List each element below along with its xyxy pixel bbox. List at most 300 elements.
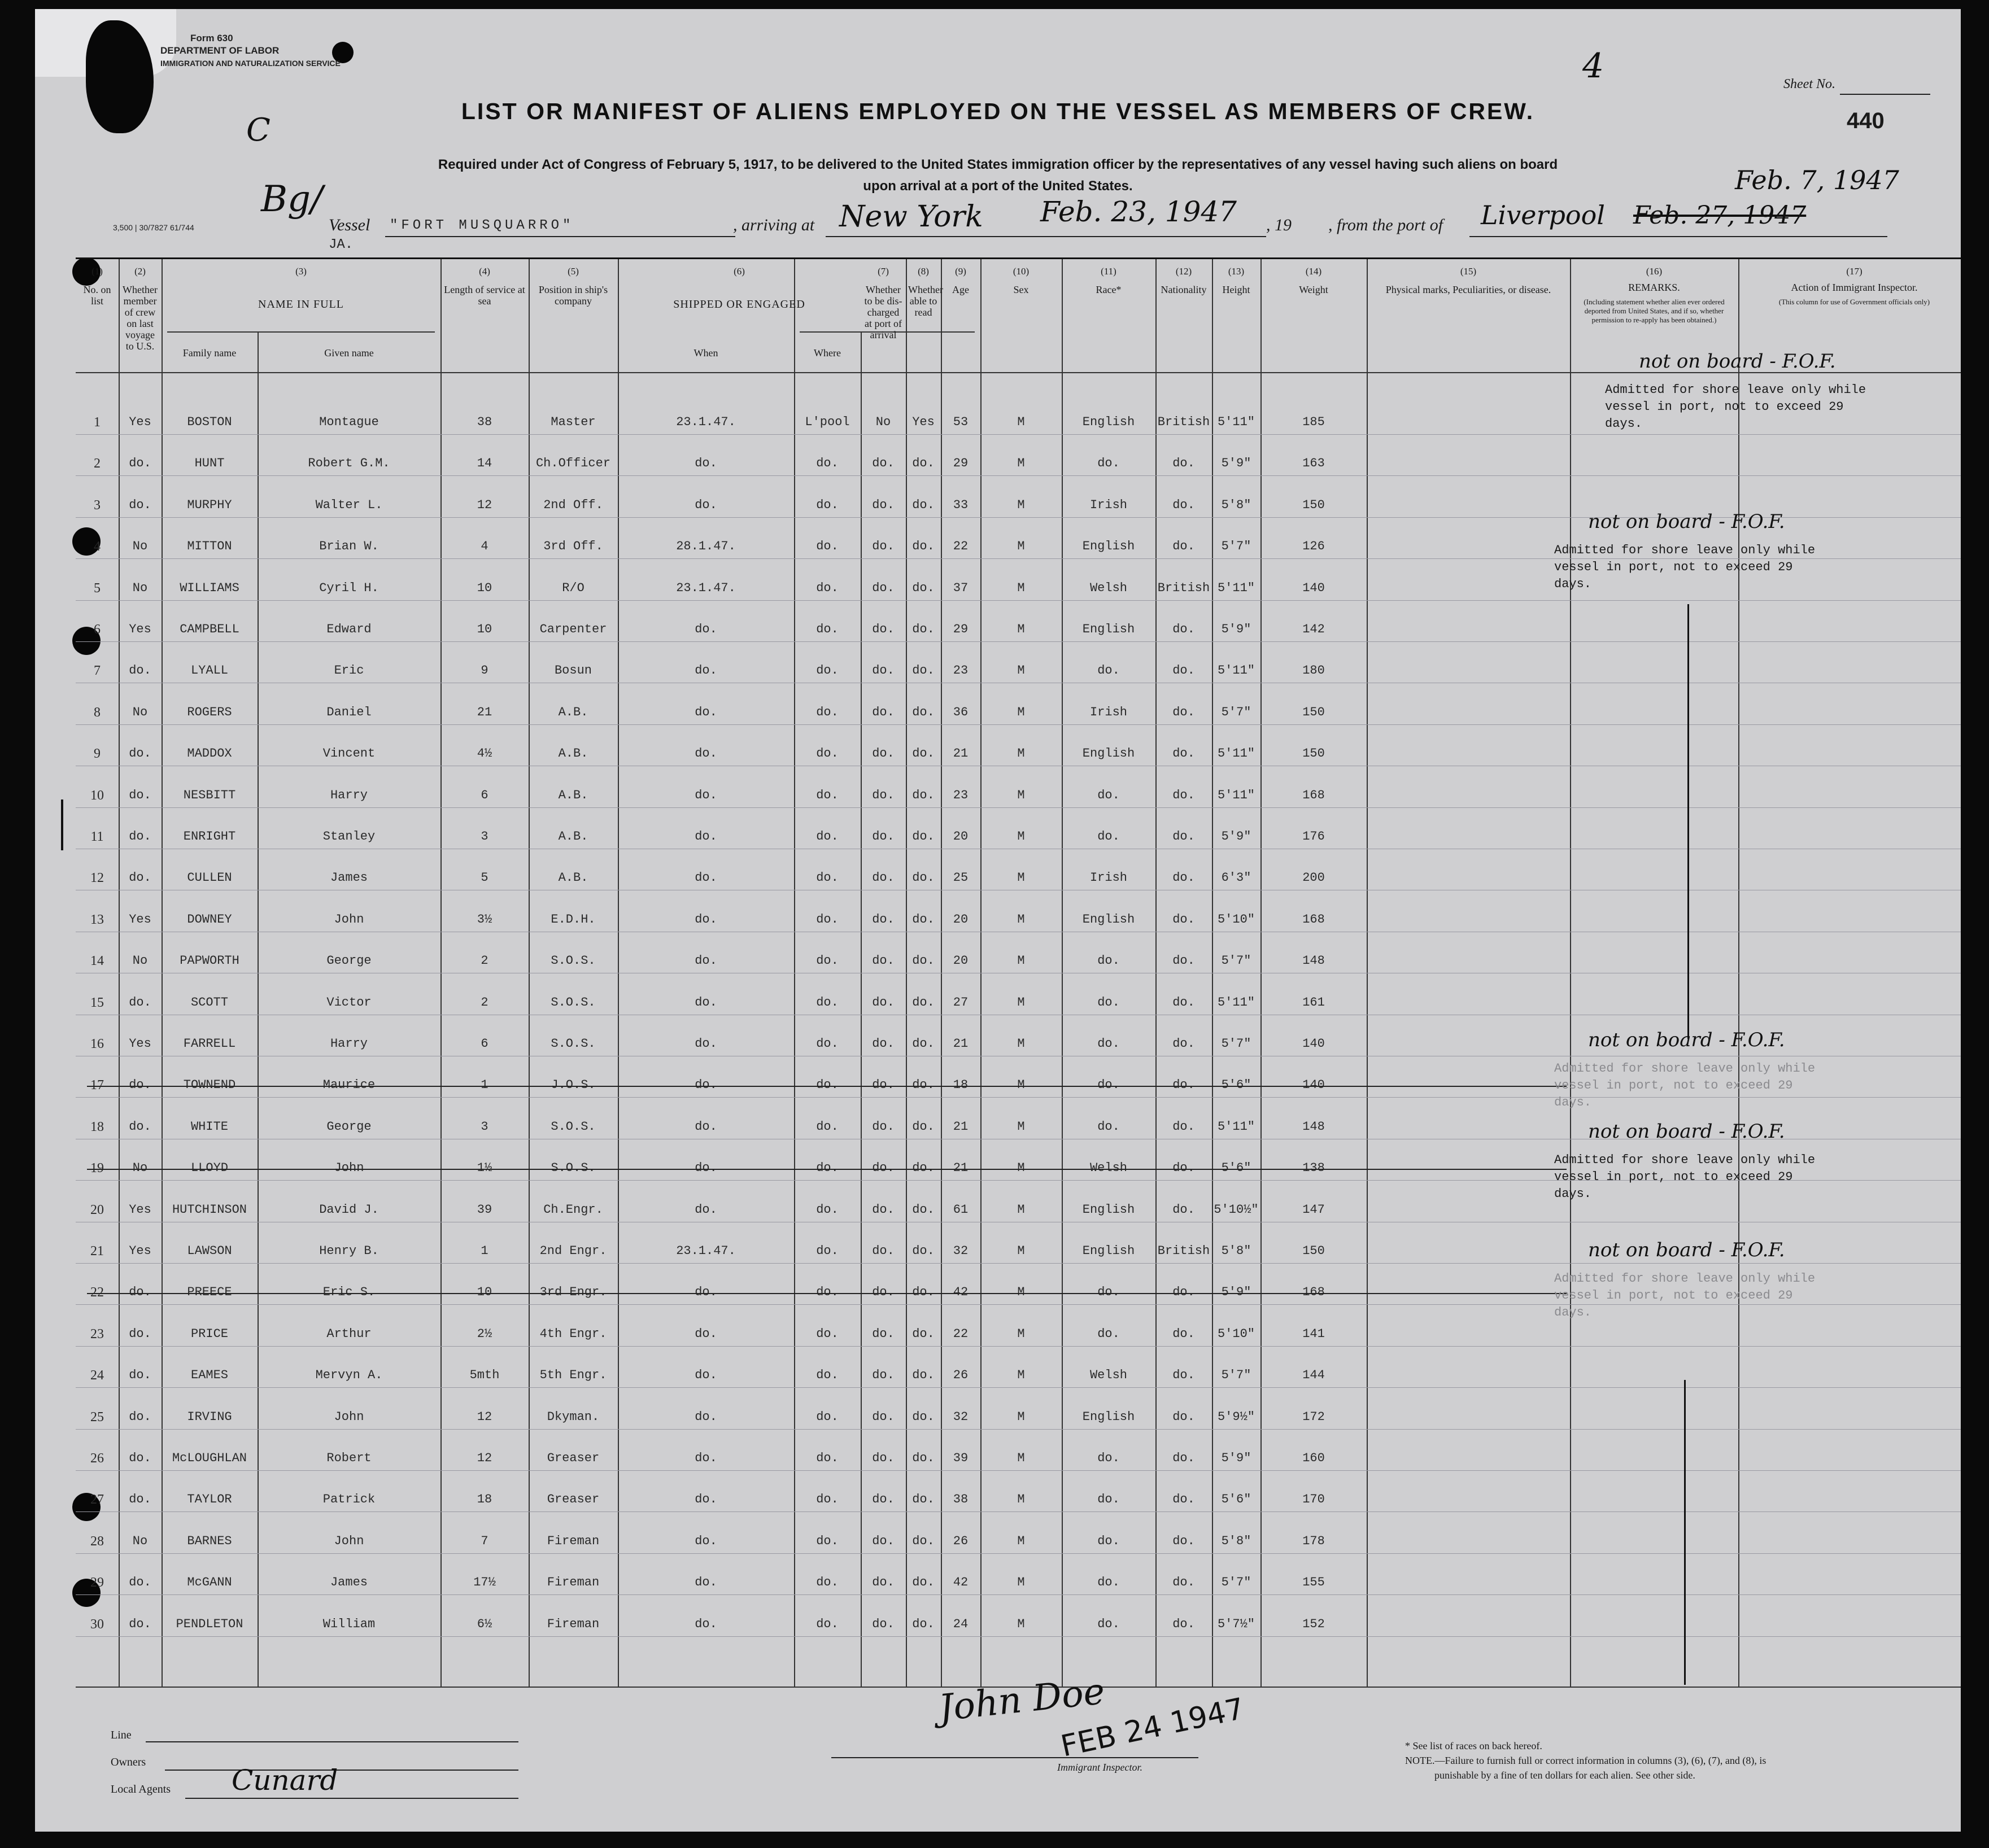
from-date: Feb. 27, 1947: [1633, 201, 1807, 230]
table-cell-nationality: British: [1157, 580, 1210, 595]
table-cell-given: Eric S.: [322, 1285, 376, 1300]
row-rule: [76, 807, 1961, 808]
table-cell-family: PENDLETON: [176, 1617, 243, 1631]
table-cell-member: do.: [129, 829, 151, 844]
table-cell-nationality: do.: [1172, 954, 1195, 968]
handwritten-letter: C: [246, 112, 271, 148]
table-cell-service: 10: [477, 1285, 492, 1300]
table-cell-discharged: do.: [872, 1285, 895, 1300]
table-cell-age: 21: [953, 1119, 969, 1134]
table-cell-member: Yes: [129, 1037, 151, 1051]
table-cell-discharged: do.: [872, 622, 895, 636]
table-cell-no: 5: [94, 580, 101, 596]
row-rule: [76, 1511, 1961, 1512]
table-cell-discharged: do.: [872, 705, 895, 719]
table-cell-sex: M: [1017, 1326, 1025, 1341]
table-cell-when: do.: [695, 788, 717, 802]
table-cell-weight: 160: [1302, 1451, 1325, 1465]
table-cell-sex: M: [1017, 746, 1025, 761]
table-cell-weight: 185: [1302, 415, 1325, 429]
table-cell-position: A.B.: [558, 788, 588, 802]
manifest-table: [76, 257, 1961, 1688]
table-cell-given: George: [326, 954, 372, 968]
table-cell-family: PRICE: [190, 1326, 228, 1341]
table-cell-member: No: [132, 1534, 148, 1548]
table-cell-given: Maurice: [322, 1078, 376, 1093]
table-cell-age: 29: [953, 456, 969, 471]
table-cell-race: English: [1082, 539, 1135, 554]
table-cell-family: MITTON: [187, 539, 232, 554]
table-cell-nationality: do.: [1172, 1161, 1195, 1176]
table-cell-service: 17½: [473, 1575, 496, 1590]
table-cell-nationality: do.: [1172, 539, 1195, 554]
table-cell-age: 22: [953, 1326, 969, 1341]
table-cell-where: do.: [816, 539, 839, 554]
table-cell-height: 5'11": [1217, 995, 1255, 1010]
table-cell-age: 26: [953, 1368, 969, 1383]
table-cell-race: do.: [1097, 829, 1120, 844]
table-cell-read: do.: [912, 1451, 935, 1465]
column-number: (8): [918, 266, 929, 277]
table-cell-service: 6: [481, 1037, 488, 1051]
inspector-underline: [831, 1757, 1198, 1758]
table-cell-race: do.: [1097, 1575, 1120, 1590]
remark-handwritten-note: not on board - F.O.F.: [1588, 1120, 1785, 1143]
table-cell-when: do.: [695, 1326, 717, 1341]
table-cell-when: do.: [695, 1575, 717, 1590]
table-cell-age: 42: [953, 1285, 969, 1300]
table-cell-nationality: do.: [1172, 829, 1195, 844]
table-cell-weight: 168: [1302, 1285, 1325, 1300]
table-cell-sex: M: [1017, 1534, 1025, 1548]
table-cell-race: English: [1082, 1202, 1135, 1217]
form-department: DEPARTMENT OF LABOR: [160, 45, 280, 56]
table-cell-position: Bosun: [554, 663, 592, 678]
table-cell-no: 29: [90, 1575, 104, 1591]
table-cell-age: 37: [953, 580, 969, 595]
table-cell-age: 38: [953, 1492, 969, 1507]
table-cell-member: do.: [129, 663, 151, 678]
table-cell-read: do.: [912, 1575, 935, 1590]
table-cell-where: do.: [816, 746, 839, 761]
column-number: (1): [91, 266, 103, 277]
table-cell-member: Yes: [129, 415, 151, 429]
table-cell-height: 5'8": [1221, 1534, 1251, 1548]
table-cell-member: do.: [129, 1492, 151, 1507]
table-cell-height: 5'9": [1221, 1285, 1251, 1300]
table-cell-age: 23: [953, 788, 969, 802]
table-cell-given: James: [330, 871, 368, 885]
table-cell-height: 5'11": [1217, 580, 1255, 595]
table-cell-service: 21: [477, 705, 492, 719]
table-cell-no: 12: [90, 871, 104, 886]
column-number: (16): [1646, 266, 1663, 277]
table-cell-when: 23.1.47.: [676, 580, 736, 595]
table-cell-member: Yes: [129, 1202, 151, 1217]
table-cell-discharged: do.: [872, 580, 895, 595]
column-header: Whether to be dis-charged at port of arrival: [864, 284, 902, 340]
table-cell-where: do.: [816, 663, 839, 678]
table-cell-weight: 150: [1302, 705, 1325, 719]
table-cell-no: 23: [90, 1326, 104, 1342]
table-cell-position: R/O: [562, 580, 585, 595]
table-cell-service: 3: [481, 1119, 488, 1134]
table-cell-height: 5'6": [1221, 1078, 1251, 1093]
column-header: Age: [952, 284, 969, 295]
table-cell-position: Fireman: [547, 1534, 600, 1548]
column-header: No. on list: [83, 284, 111, 307]
column-number: (13): [1228, 266, 1245, 277]
table-cell-when: do.: [695, 1037, 717, 1051]
column-header: REMARKS.: [1628, 282, 1680, 293]
table-cell-nationality: do.: [1172, 1202, 1195, 1217]
table-cell-nationality: do.: [1172, 1119, 1195, 1134]
arriving-date: Feb. 23, 1947: [1040, 195, 1237, 228]
table-cell-sex: M: [1017, 1119, 1025, 1134]
table-cell-service: 5: [481, 871, 488, 885]
table-cell-service: 5mth: [469, 1368, 500, 1383]
table-cell-member: No: [132, 539, 148, 554]
remark-handwritten-note: not on board - F.O.F.: [1588, 1029, 1785, 1051]
table-cell-height: 5'7": [1221, 705, 1251, 719]
table-cell-nationality: do.: [1172, 1368, 1195, 1383]
table-cell-given: Mervyn A.: [315, 1368, 383, 1383]
vessel-suffix: JA.: [329, 237, 354, 252]
print-code: 3,500 | 30/7827 61/744: [113, 223, 194, 232]
table-cell-weight: 140: [1302, 580, 1325, 595]
table-cell-family: WHITE: [190, 1119, 228, 1134]
table-cell-given: Henry B.: [319, 1244, 379, 1258]
table-cell-age: 22: [953, 539, 969, 554]
column-header: Action of Immigrant Inspector.: [1791, 282, 1918, 293]
column-number: (5): [568, 266, 579, 277]
arriving-label: , arriving at: [733, 216, 815, 234]
table-cell-where: do.: [816, 1326, 839, 1341]
table-cell-race: Welsh: [1089, 580, 1127, 595]
table-cell-discharged: do.: [872, 539, 895, 554]
line-label: Line: [111, 1729, 132, 1741]
handwritten-initials: Bg/: [261, 178, 323, 220]
table-cell-no: 15: [90, 995, 104, 1010]
table-cell-read: do.: [912, 1037, 935, 1051]
table-cell-no: 27: [90, 1492, 104, 1508]
from-label: , from the port of: [1328, 216, 1443, 234]
table-cell-race: English: [1082, 912, 1135, 927]
column-subheader: Where: [814, 347, 841, 359]
table-cell-discharged: do.: [872, 995, 895, 1010]
table-cell-race: do.: [1097, 1326, 1120, 1341]
subtitle-line-2: upon arrival at a port of the United States.: [863, 178, 1133, 194]
table-cell-weight: 148: [1302, 1119, 1325, 1134]
table-cell-family: PAPWORTH: [180, 954, 239, 968]
table-cell-service: 1: [481, 1078, 488, 1093]
table-cell-discharged: do.: [872, 1244, 895, 1258]
table-cell-given: John: [334, 1161, 364, 1176]
table-cell-family: LLOYD: [190, 1161, 228, 1176]
table-cell-race: do.: [1097, 1078, 1120, 1093]
table-cell-sex: M: [1017, 1575, 1025, 1590]
table-cell-service: 9: [481, 663, 488, 678]
table-cell-race: do.: [1097, 456, 1120, 471]
table-cell-where: do.: [816, 912, 839, 927]
column-header: Sex: [1013, 284, 1029, 295]
table-cell-height: 5'6": [1221, 1492, 1251, 1507]
table-cell-height: 5'6": [1221, 1161, 1251, 1176]
column-header: Nationality: [1161, 284, 1207, 295]
inspector-label: Immigrant Inspector.: [1057, 1762, 1142, 1773]
table-cell-service: 4½: [477, 746, 492, 761]
table-cell-age: 26: [953, 1534, 969, 1548]
table-cell-read: do.: [912, 1534, 935, 1548]
table-cell-nationality: do.: [1172, 663, 1195, 678]
sheet-number-line: [1840, 94, 1930, 95]
table-cell-no: 28: [90, 1534, 104, 1549]
table-cell-given: Daniel: [326, 705, 372, 719]
column-number: (9): [955, 266, 966, 277]
table-cell-race: do.: [1097, 1037, 1120, 1051]
table-cell-family: LAWSON: [187, 1244, 232, 1258]
table-cell-sex: M: [1017, 912, 1025, 927]
table-cell-member: do.: [129, 995, 151, 1010]
table-cell-height: 5'10½": [1214, 1202, 1259, 1217]
table-cell-sex: M: [1017, 1617, 1025, 1631]
table-cell-discharged: do.: [872, 1202, 895, 1217]
line-underline: [146, 1741, 518, 1742]
table-cell-sex: M: [1017, 788, 1025, 802]
table-cell-service: 39: [477, 1202, 492, 1217]
table-cell-position: A.B.: [558, 705, 588, 719]
table-cell-read: do.: [912, 995, 935, 1010]
table-cell-height: 5'9": [1221, 829, 1251, 844]
table-cell-position: Greaser: [547, 1492, 600, 1507]
form-number: Form 630: [190, 33, 233, 43]
table-cell-no: 19: [90, 1161, 104, 1176]
table-cell-discharged: do.: [872, 1575, 895, 1590]
table-cell-given: David J.: [319, 1202, 379, 1217]
table-cell-read: do.: [912, 580, 935, 595]
table-cell-where: do.: [816, 1078, 839, 1093]
table-cell-position: 3rd Engr.: [539, 1285, 607, 1300]
table-cell-sex: M: [1017, 954, 1025, 968]
table-cell-weight: 161: [1302, 995, 1325, 1010]
vessel-name-line: [385, 236, 735, 237]
owners-label: Owners: [111, 1756, 146, 1768]
table-cell-member: do.: [129, 1285, 151, 1300]
table-cell-nationality: do.: [1172, 705, 1195, 719]
table-cell-age: 53: [953, 415, 969, 429]
table-cell-height: 5'11": [1217, 663, 1255, 678]
vessel-label: Vessel: [329, 216, 370, 234]
table-cell-given: John: [334, 912, 364, 927]
table-cell-race: Irish: [1089, 497, 1127, 512]
table-cell-height: 5'7½": [1217, 1617, 1255, 1631]
bracket-line-1: [1687, 604, 1689, 1039]
column-number: (15): [1460, 266, 1477, 277]
row-rule: [76, 1636, 1961, 1637]
row-rule: [76, 1387, 1961, 1388]
table-cell-given: Arthur: [326, 1326, 372, 1341]
table-cell-given: Harry: [330, 1037, 368, 1051]
table-cell-position: 2nd Off.: [543, 497, 603, 512]
table-cell-given: Stanley: [322, 829, 376, 844]
table-cell-weight: 180: [1302, 663, 1325, 678]
table-cell-when: do.: [695, 1202, 717, 1217]
handwritten-sheet-mark: 4: [1582, 46, 1604, 86]
column-number: (11): [1101, 266, 1116, 277]
table-cell-nationality: do.: [1172, 1617, 1195, 1631]
table-cell-service: 2½: [477, 1326, 492, 1341]
table-cell-when: do.: [695, 1451, 717, 1465]
table-cell-read: do.: [912, 788, 935, 802]
table-cell-read: do.: [912, 1617, 935, 1631]
table-cell-when: do.: [695, 1617, 717, 1631]
table-cell-nationality: do.: [1172, 746, 1195, 761]
table-cell-position: A.B.: [558, 746, 588, 761]
table-cell-age: 42: [953, 1575, 969, 1590]
table-cell-where: do.: [816, 1617, 839, 1631]
table-cell-given: George: [326, 1119, 372, 1134]
table-cell-position: S.O.S.: [551, 954, 596, 968]
table-cell-when: 28.1.47.: [676, 539, 736, 554]
column-number: (6): [734, 266, 745, 277]
table-cell-given: Robert: [326, 1451, 372, 1465]
table-cell-read: do.: [912, 954, 935, 968]
table-cell-family: NESBITT: [183, 788, 236, 802]
table-cell-service: 12: [477, 497, 492, 512]
table-cell-when: 23.1.47.: [676, 1244, 736, 1258]
table-cell-discharged: do.: [872, 1368, 895, 1383]
table-cell-height: 5'11": [1217, 1119, 1255, 1134]
row-rule: [76, 434, 1961, 435]
table-cell-nationality: British: [1157, 415, 1210, 429]
table-cell-weight: 172: [1302, 1409, 1325, 1424]
table-cell-weight: 140: [1302, 1078, 1325, 1093]
table-cell-race: do.: [1097, 1451, 1120, 1465]
table-cell-race: English: [1082, 1409, 1135, 1424]
table-cell-sex: M: [1017, 1202, 1025, 1217]
table-cell-sex: M: [1017, 995, 1025, 1010]
table-cell-nationality: do.: [1172, 1326, 1195, 1341]
table-cell-where: do.: [816, 1451, 839, 1465]
table-cell-when: do.: [695, 912, 717, 927]
table-cell-family: MURPHY: [187, 497, 232, 512]
table-cell-position: Greaser: [547, 1451, 600, 1465]
table-cell-no: 14: [90, 954, 104, 969]
table-cell-discharged: do.: [872, 954, 895, 968]
table-cell-discharged: do.: [872, 1617, 895, 1631]
table-cell-discharged: do.: [872, 746, 895, 761]
table-cell-read: do.: [912, 871, 935, 885]
table-cell-weight: 147: [1302, 1202, 1325, 1217]
table-cell-age: 25: [953, 871, 969, 885]
column-header-note: (This column for use of Government officials only): [1778, 298, 1930, 306]
table-cell-no: 24: [90, 1368, 104, 1383]
column-number: (2): [134, 266, 146, 277]
table-cell-discharged: do.: [872, 1451, 895, 1465]
page-title: LIST OR MANIFEST OF ALIENS EMPLOYED ON THE VESSEL AS MEMBERS OF CREW.: [461, 98, 1535, 124]
row-rule: [76, 1429, 1961, 1430]
table-cell-when: do.: [695, 829, 717, 844]
table-cell-weight: 163: [1302, 456, 1325, 471]
table-cell-member: do.: [129, 497, 151, 512]
table-cell-where: do.: [816, 705, 839, 719]
table-cell-member: do.: [129, 1119, 151, 1134]
agents-underline: [185, 1798, 518, 1799]
column-subheader: When: [693, 347, 718, 359]
table-cell-read: do.: [912, 497, 935, 512]
table-cell-family: PREECE: [187, 1285, 232, 1300]
table-cell-given: William: [322, 1617, 376, 1631]
table-cell-sex: M: [1017, 622, 1025, 636]
table-cell-age: 21: [953, 1161, 969, 1176]
vessel-name: "FORT MUSQUARRO": [390, 218, 574, 233]
table-cell-race: English: [1082, 746, 1135, 761]
table-cell-height: 5'11": [1217, 746, 1255, 761]
table-cell-position: E.D.H.: [551, 912, 596, 927]
table-cell-race: do.: [1097, 1492, 1120, 1507]
table-cell-position: Ch.Engr.: [543, 1202, 603, 1217]
table-cell-no: 3: [94, 497, 101, 513]
table-cell-when: do.: [695, 954, 717, 968]
table-cell-height: 5'9½": [1217, 1409, 1255, 1424]
table-cell-given: Vincent: [322, 746, 376, 761]
table-cell-race: do.: [1097, 788, 1120, 802]
table-cell-family: SCOTT: [190, 995, 228, 1010]
table-cell-nationality: British: [1157, 1244, 1210, 1258]
table-cell-height: 5'10": [1217, 1326, 1255, 1341]
table-cell-age: 24: [953, 1617, 969, 1631]
table-cell-service: 38: [477, 415, 492, 429]
fine-note-1: NOTE.—Failure to furnish full or correct information in columns (3), (6), (7), and (8), is: [1405, 1755, 1766, 1766]
table-cell-age: 20: [953, 954, 969, 968]
inspector-signature: John Doe: [936, 1670, 1107, 1730]
table-cell-discharged: do.: [872, 912, 895, 927]
from-port: Liverpool: [1481, 200, 1606, 230]
table-cell-height: 5'7": [1221, 1575, 1251, 1590]
remark-handwritten-note: not on board - F.O.F.: [1588, 1239, 1785, 1261]
row-strikethrough: [87, 1086, 1567, 1087]
table-cell-discharged: do.: [872, 1078, 895, 1093]
table-cell-given: Montague: [319, 415, 379, 429]
table-cell-family: MADDOX: [187, 746, 232, 761]
table-cell-read: do.: [912, 1326, 935, 1341]
date-note: Feb. 7, 1947: [1735, 165, 1899, 195]
table-cell-service: 14: [477, 456, 492, 471]
table-cell-discharged: do.: [872, 1409, 895, 1424]
subtitle-line-1: Required under Act of Congress of February 5, 1917, to be delivered to the United States immigration officer by the representatives of any vessel having such aliens on board: [438, 157, 1558, 172]
table-cell-race: Welsh: [1089, 1368, 1127, 1383]
table-cell-when: do.: [695, 1492, 717, 1507]
table-cell-member: do.: [129, 1368, 151, 1383]
table-cell-family: EAMES: [190, 1368, 228, 1383]
date-stamp: FEB 24 1947: [1058, 1692, 1248, 1764]
table-cell-nationality: do.: [1172, 1492, 1195, 1507]
row-strikethrough: [87, 1293, 1567, 1294]
table-cell-no: 25: [90, 1409, 104, 1425]
table-cell-given: Walter L.: [315, 497, 383, 512]
table-cell-family: BOSTON: [187, 415, 232, 429]
column-header: Position in ship's company: [538, 284, 608, 307]
table-cell-read: do.: [912, 1119, 935, 1134]
table-cell-service: 10: [477, 580, 492, 595]
table-cell-sex: M: [1017, 1161, 1025, 1176]
table-cell-read: do.: [912, 1492, 935, 1507]
remark-handwritten-note: not on board - F.O.F.: [1588, 510, 1785, 533]
table-cell-family: CULLEN: [187, 871, 232, 885]
table-cell-nationality: do.: [1172, 912, 1195, 927]
table-cell-where: do.: [816, 995, 839, 1010]
table-cell-no: 20: [90, 1202, 104, 1217]
